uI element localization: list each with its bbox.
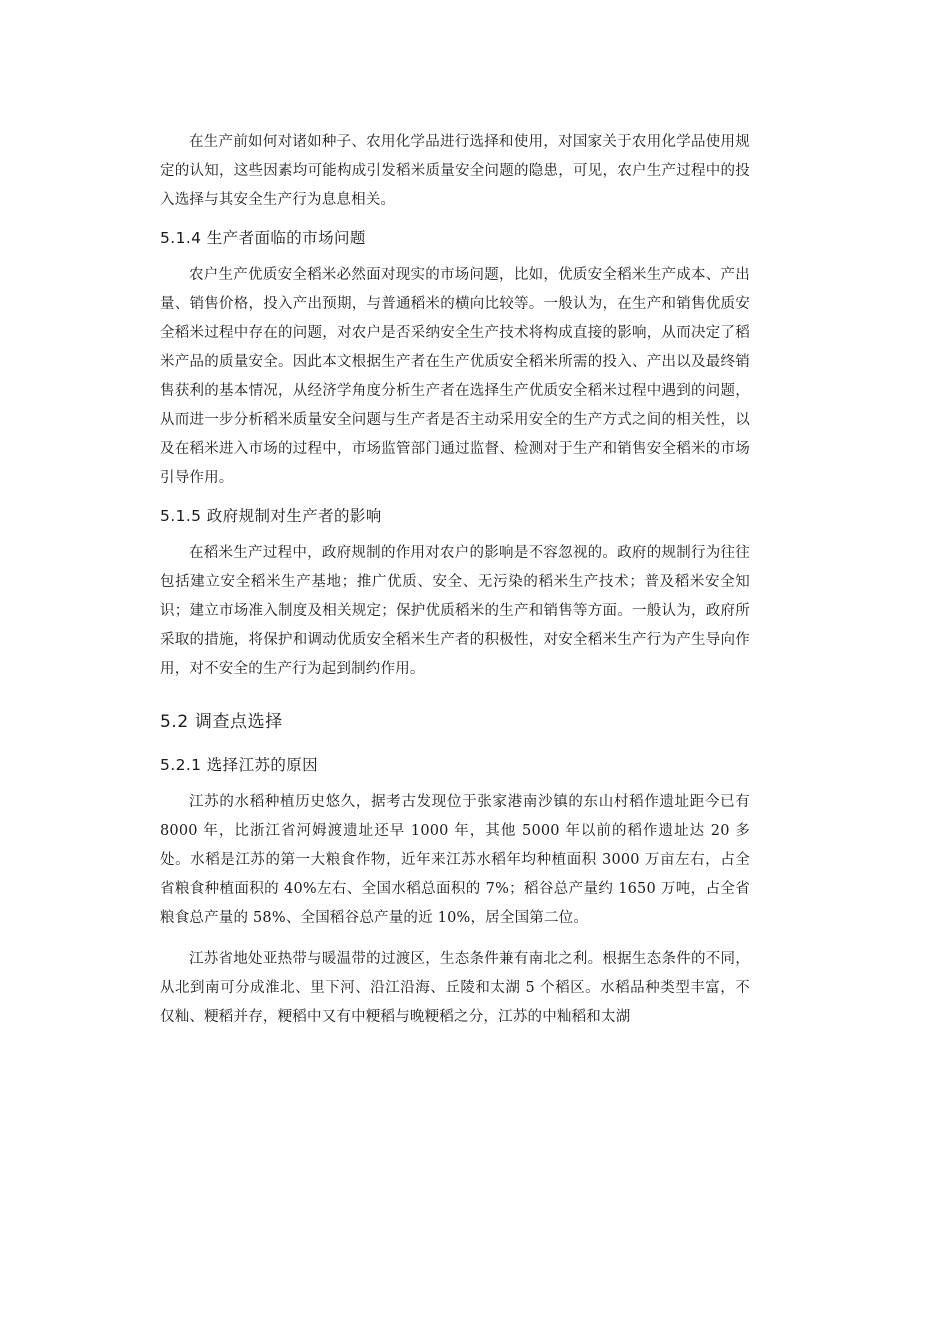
paragraph-government-regulation: 在稻米生产过程中，政府规制的作用对农户的影响是不容忽视的。政府的规制行为往往包括建立安全稻米生产基地；推广优质、安全、无污染的稻米生产技术；普及稻米安全知识；建立市场准入制度及相关规定；保护优质稻米的生产和销售等方面。一般认为，政府所采取的措施，将保护和调动优质安全稻米生产者的积极性，对安全稻米生产行为产生导向作用，对不安全的生产行为起到制约作用。: [160, 545, 750, 677]
paragraph-market-problems: 农户生产优质安全稻米必然面对现实的市场问题，比如，优质安全稻米生产成本、产出量、销售价格，投入产出预期，与普通稻米的横向比较等。一般认为，在生产和销售优质安全稻米过程中存在的问题，对农户是否采纳安全生产技术将构成直接的影响，从而决定了稻米产品的质量安全。因此本文根据生产者在生产优质安全稻米所需的投入、产出以及最终销售获利的基本情况，从经济学角度分析生产者在选择生产优质安全稻米过程中遇到的问题，从而进一步分析稻米质量安全问题与生产者是否主动采用安全的生产方式之间的相关性，以及在稻米进入市场的过程中，市场监管部门通过监督、检测对于生产和销售安全稻米的市场引导作用。: [160, 267, 750, 486]
document-page: [160, 128, 750, 1032]
paragraph-jiangsu-history: 江苏的水稻种植历史悠久，据考古发现位于张家港南沙镇的东山村稻作遗址距今已有 8000 年，比浙江省河姆渡遗址还早 1000 年，其他 5000 年以前的稻作遗址达 20 多处。水稻是江苏的第一大粮食作物，近年来江苏水稻年均种植面积 3000 万亩左右，占全省粮食种植面积的 40%左右、全国水稻总面积的 7%；稻谷总产量约 1650 万吨，占全省粮食总产量的 58%、全国稻谷总产量的近 10%，居全国第二位。: [160, 794, 750, 926]
heading-5-1-5: 5.1.5 政府规制对生产者的影响: [160, 507, 382, 525]
paragraph-jiangsu-ecology: 江苏省地处亚热带与暖温带的过渡区，生态条件兼有南北之利。根据生态条件的不同，从北到南可分成淮北、里下河、沿江沿海、丘陵和太湖 5 个稻区。水稻品种类型丰富，不仅籼、粳稻并存，粳稻中又有中粳稻与晚粳稻之分，江苏的中籼稻和太湖: [160, 951, 750, 1025]
heading-5-2: 5.2 调查点选择: [160, 712, 283, 732]
heading-5-2-1: 5.2.1 选择江苏的原因: [160, 756, 319, 774]
heading-5-1-4: 5.1.4 生产者面临的市场问题: [160, 229, 366, 247]
paragraph-input-selection: 在生产前如何对诸如种子、农用化学品进行选择和使用，对国家关于农用化学品使用规定的认知，这些因素均可能构成引发稻米质量安全问题的隐患，可见，农户生产过程中的投入选择与其安全生产行为息息相关。: [160, 134, 750, 208]
